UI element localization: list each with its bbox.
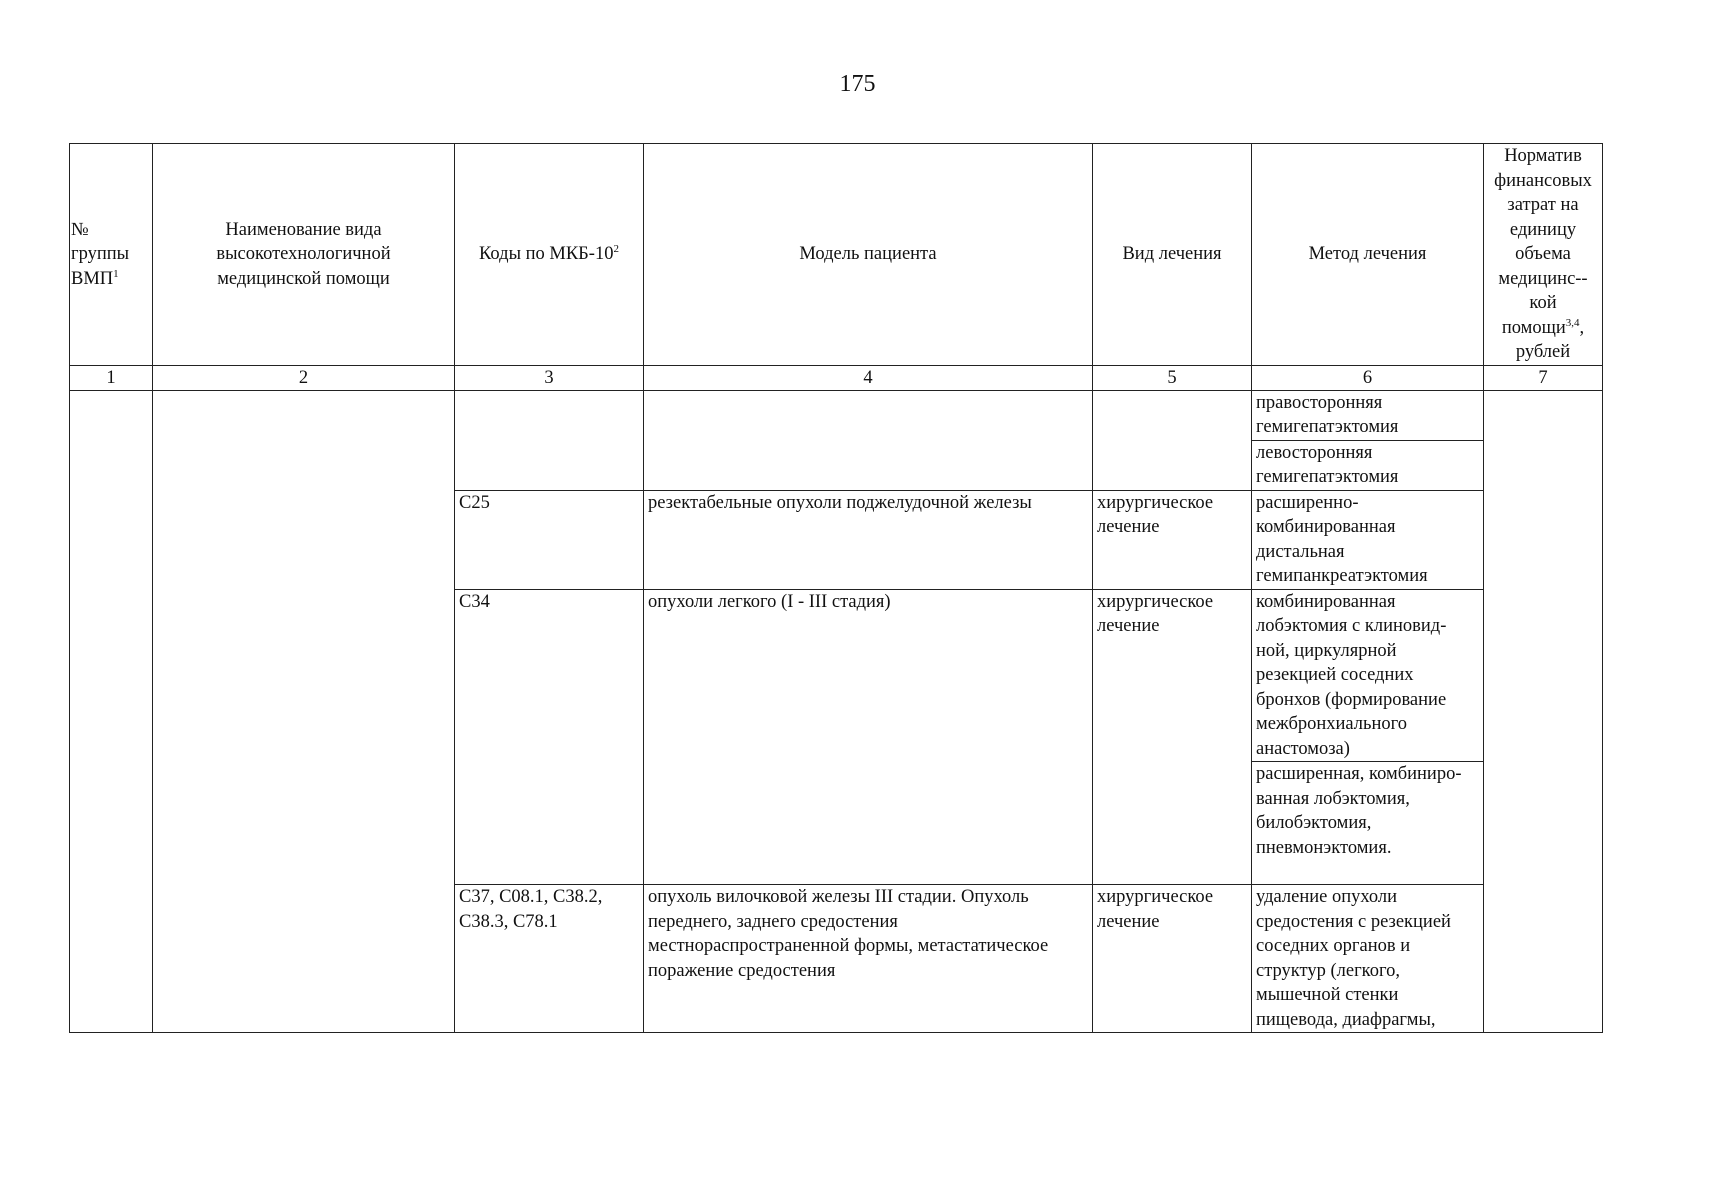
care-type-cell xyxy=(153,390,455,1033)
column-number: 6 xyxy=(1252,365,1484,390)
treatment-method-cell: левосторонняя гемигепатэктомия xyxy=(1252,440,1484,490)
treatment-method-cell: комбинированная лобэктомия с клиновид-ной, циркулярной резекцией соседних бронхов (формирование межбронхиального анастомоза) xyxy=(1252,589,1484,762)
icd-codes-cell: C34 xyxy=(455,589,644,885)
icd-codes-cell: C25 xyxy=(455,490,644,589)
header-care-type: Наименование вида высокотехнологичной медицинской помощи xyxy=(153,144,455,366)
treatment-method-cell: удаление опухоли средостения с резекцией соседних органов и структур (легкого, мышечной стенки пищевода, диафрагмы, xyxy=(1252,885,1484,1033)
treatment-type-cell: хирургическое лечение xyxy=(1093,589,1252,885)
treatment-type-cell xyxy=(1093,390,1252,490)
column-number: 4 xyxy=(644,365,1093,390)
column-number: 1 xyxy=(70,365,153,390)
patient-model-cell: опухоль вилочковой железы III стадии. Опухоль переднего, заднего средостения местнораспространенной формы, метастатическое поражение средостения xyxy=(644,885,1093,1033)
treatment-type-cell: хирургическое лечение xyxy=(1093,490,1252,589)
page-number: 175 xyxy=(839,71,876,97)
column-number: 3 xyxy=(455,365,644,390)
patient-model-cell: опухоли легкого (I - III стадия) xyxy=(644,589,1093,885)
cost-norm-cell xyxy=(1484,390,1603,1033)
column-number: 2 xyxy=(153,365,455,390)
group-number-cell xyxy=(70,390,153,1033)
patient-model-cell: резектабельные опухоли поджелудочной железы xyxy=(644,490,1093,589)
treatment-method-cell: расширенная, комбиниро-ванная лобэктомия, билобэктомия, пневмонэктомия. xyxy=(1252,762,1484,885)
header-row xyxy=(70,144,1603,366)
header-group-number: № группы ВМП$^1$ xyxy=(70,144,153,366)
table-row xyxy=(70,390,1603,440)
header-treatment-type: Вид лечения xyxy=(1093,144,1252,366)
treatment-method-cell: правосторонняя гемигепатэктомия xyxy=(1252,390,1484,440)
header-cost-norm: Норматив финансовых затрат на единицу объема медицинс-- кой помощи$^{3,4}$, рублей xyxy=(1484,144,1603,366)
vmp-table xyxy=(69,143,1603,1033)
header-treatment-method: Метод лечения xyxy=(1252,144,1484,366)
treatment-method-cell: расширенно-комбинированная дистальная гемипанкреатэктомия xyxy=(1252,490,1484,589)
header-patient-model: Модель пациента xyxy=(644,144,1093,366)
column-number-row xyxy=(70,365,1603,390)
column-number: 7 xyxy=(1484,365,1603,390)
patient-model-cell xyxy=(644,390,1093,490)
column-number: 5 xyxy=(1093,365,1252,390)
icd-codes-cell xyxy=(455,390,644,490)
treatment-type-cell: хирургическое лечение xyxy=(1093,885,1252,1033)
icd-codes-cell: C37, C08.1, C38.2, C38.3, C78.1 xyxy=(455,885,644,1033)
header-icd-codes: Коды по МКБ-$10^2$ xyxy=(455,144,644,366)
